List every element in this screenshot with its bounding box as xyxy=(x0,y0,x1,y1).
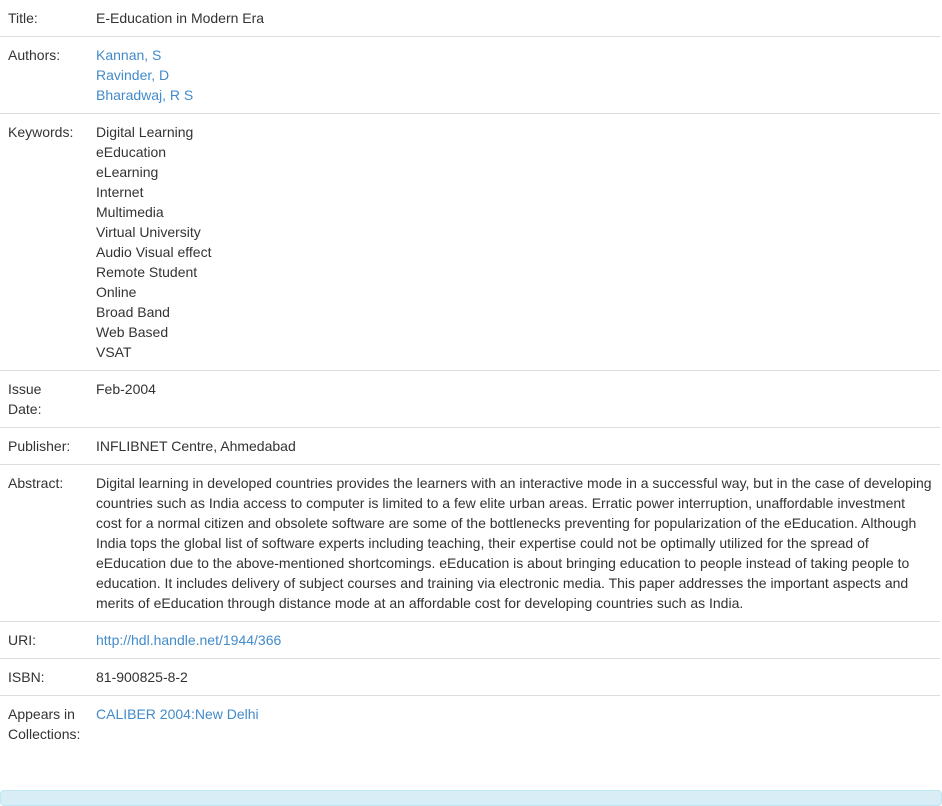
uri-label: URI: xyxy=(0,622,88,659)
keyword-item: Virtual University xyxy=(96,224,201,240)
keyword-item: Remote Student xyxy=(96,264,198,280)
title-row xyxy=(0,0,940,37)
keywords-row xyxy=(0,114,940,371)
collection-link[interactable]: CALIBER 2004:New Delhi xyxy=(96,706,259,722)
keyword-item: eLearning xyxy=(96,164,159,180)
abstract-row xyxy=(0,465,940,622)
keywords-list xyxy=(88,114,940,371)
publisher-value: INFLIBNET Centre, Ahmedabad xyxy=(88,428,940,465)
author-link[interactable]: Ravinder, D xyxy=(96,67,170,83)
uri-cell xyxy=(88,622,940,659)
issue-date-label-line2: Date: xyxy=(8,401,42,417)
issue-date-label xyxy=(0,371,88,428)
keyword-item: Internet xyxy=(96,184,144,200)
title-label: Title: xyxy=(8,10,38,26)
authors-label: Authors: xyxy=(0,37,88,114)
uri-row xyxy=(0,622,940,659)
title-value: E-Education in Modern Era xyxy=(96,10,265,26)
keyword-item: Online xyxy=(96,284,137,300)
publisher-row xyxy=(0,428,940,465)
issue-date-value: Feb-2004 xyxy=(88,371,940,428)
collections-row xyxy=(0,696,940,753)
isbn-label: ISBN: xyxy=(0,659,88,696)
keyword-item: Web Based xyxy=(96,324,169,340)
keyword-item: Digital Learning xyxy=(96,124,194,140)
keywords-label: Keywords: xyxy=(0,114,88,371)
collections-cell xyxy=(88,696,940,753)
keyword-item: Audio Visual effect xyxy=(96,244,212,260)
keyword-item: VSAT xyxy=(96,344,132,360)
author-link[interactable]: Bharadwaj, R S xyxy=(96,87,194,103)
publisher-label: Publisher: xyxy=(0,428,88,465)
keyword-item: Broad Band xyxy=(96,304,170,320)
uri-link[interactable]: http://hdl.handle.net/1944/366 xyxy=(96,632,282,648)
collections-label-line1: Appears in xyxy=(8,706,75,722)
abstract-text: Digital learning in developed countries provides the learners with an interactive mode in a successful way, but in the case of developing countries such as India access to computer is limited to a few elite urban areas. Erratic power interruption, unaffordable investment cost for a normal citizen and obsolete software are some of the bottlenecks preventing for popularization of the eEducation. Although India tops the global list of software experts including teaching, their expertise could not be optimally utilized for the spread of eEducation due to the above-mentioned shortcomings. eEducation is about bringing education to people instead of taking people to education. It includes delivery of subject courses and training via electronic media. This paper addresses the important aspects and merits of eEducation through distance mode at an affordable cost for developing countries such as India. xyxy=(88,465,940,622)
issue-date-row xyxy=(0,371,940,428)
issue-date-label-line1: Issue xyxy=(8,381,42,397)
isbn-value: 81-900825-8-2 xyxy=(88,659,940,696)
author-link[interactable]: Kannan, S xyxy=(96,47,162,63)
info-panel-edge xyxy=(0,790,942,806)
keyword-item: eEducation xyxy=(96,144,167,160)
collections-label xyxy=(0,696,88,753)
keyword-item: Multimedia xyxy=(96,204,164,220)
authors-list xyxy=(88,37,940,114)
collections-label-line2: Collections: xyxy=(8,726,81,742)
authors-row xyxy=(0,37,940,114)
isbn-row xyxy=(0,659,940,696)
abstract-label: Abstract: xyxy=(0,465,88,622)
